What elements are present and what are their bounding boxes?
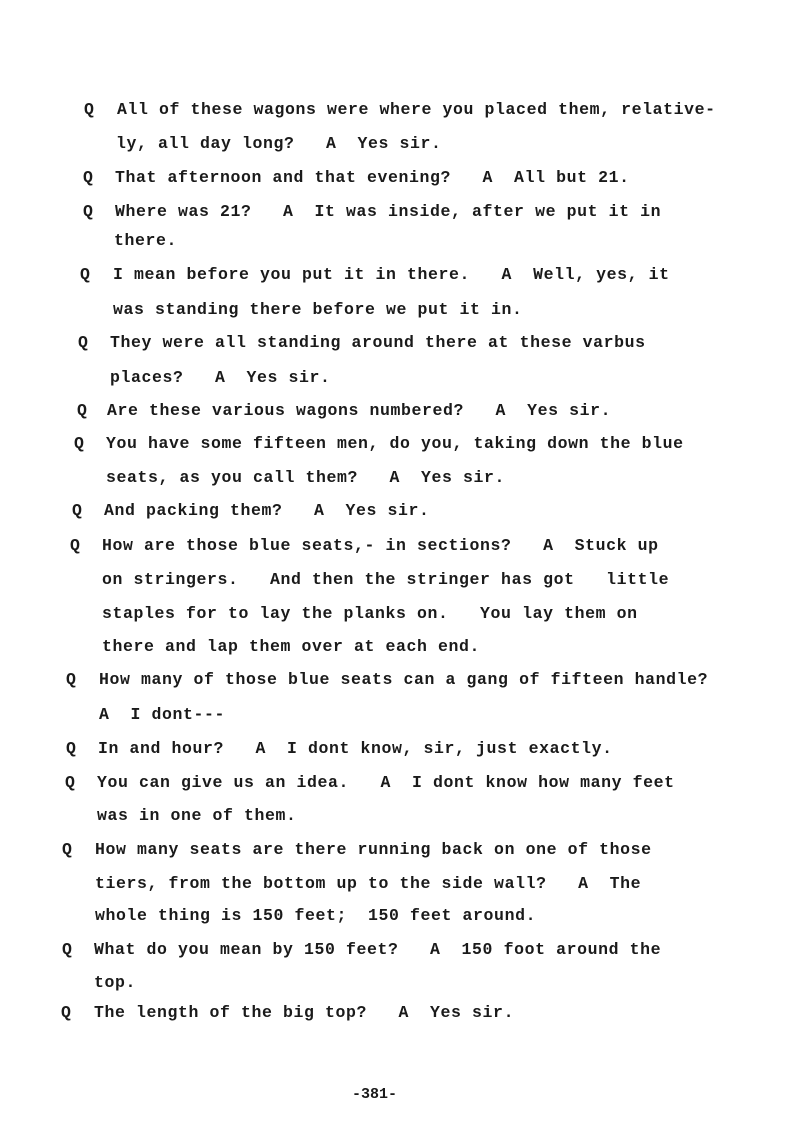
- transcript-line: Are these various wagons numbered? A Yes sir.: [107, 401, 612, 420]
- transcript-line: How are those blue seats,- in sections? A Stuck up: [102, 536, 659, 555]
- transcript-line: Where was 21? A It was inside, after we put it in: [115, 202, 662, 221]
- transcript-line: tiers, from the bottom up to the side wall? A The: [95, 874, 642, 893]
- transcript-line: on stringers. And then the stringer has got little: [102, 570, 670, 589]
- question-marker: Q: [65, 773, 75, 792]
- question-marker: Q: [84, 100, 94, 119]
- transcript-line: was standing there before we put it in.: [113, 300, 523, 319]
- transcript-line: That afternoon and that evening? A All but 21.: [115, 168, 630, 187]
- transcript-line: places? A Yes sir.: [110, 368, 331, 387]
- page-number: -381-: [352, 1086, 398, 1103]
- transcript-line: You have some fifteen men, do you, taking down the blue: [106, 434, 684, 453]
- question-marker: Q: [62, 940, 72, 959]
- question-marker: Q: [83, 202, 93, 221]
- transcript-line: They were all standing around there at these varbus: [110, 333, 646, 352]
- transcript-line: What do you mean by 150 feet? A 150 foot around the: [94, 940, 662, 959]
- question-marker: Q: [70, 536, 80, 555]
- transcript-line: staples for to lay the planks on. You lay them on: [102, 604, 638, 623]
- transcript-line: You can give us an idea. A I dont know how many feet: [97, 773, 675, 792]
- transcript-line: top.: [94, 973, 137, 992]
- transcript-line: How many seats are there running back on one of those: [95, 840, 652, 859]
- question-marker: Q: [72, 501, 82, 520]
- question-marker: Q: [83, 168, 93, 187]
- transcript-line: there and lap them over at each end.: [102, 637, 481, 656]
- transcript-line: And packing them? A Yes sir.: [104, 501, 430, 520]
- transcript-line: was in one of them.: [97, 806, 297, 825]
- question-marker: Q: [62, 840, 72, 859]
- transcript-line: there.: [114, 231, 178, 250]
- transcript-line: whole thing is 150 feet; 150 feet around.: [95, 906, 537, 925]
- question-marker: Q: [66, 670, 76, 689]
- transcript-line: How many of those blue seats can a gang of fifteen handle?: [99, 670, 709, 689]
- question-marker: Q: [61, 1003, 71, 1022]
- question-marker: Q: [66, 739, 76, 758]
- transcript-line: ly, all day long? A Yes sir.: [116, 134, 442, 153]
- question-marker: Q: [74, 434, 84, 453]
- question-marker: Q: [77, 401, 87, 420]
- transcript-line: seats, as you call them? A Yes sir.: [106, 468, 506, 487]
- transcript-line: All of these wagons were where you placed them, relative-: [117, 100, 716, 119]
- transcript-line: A I dont---: [99, 705, 226, 724]
- transcript-line: In and hour? A I dont know, sir, just exactly.: [98, 739, 613, 758]
- question-marker: Q: [80, 265, 90, 284]
- question-marker: Q: [78, 333, 88, 352]
- transcript-line: The length of the big top? A Yes sir.: [94, 1003, 515, 1022]
- transcript-line: I mean before you put it in there. A Well, yes, it: [113, 265, 670, 284]
